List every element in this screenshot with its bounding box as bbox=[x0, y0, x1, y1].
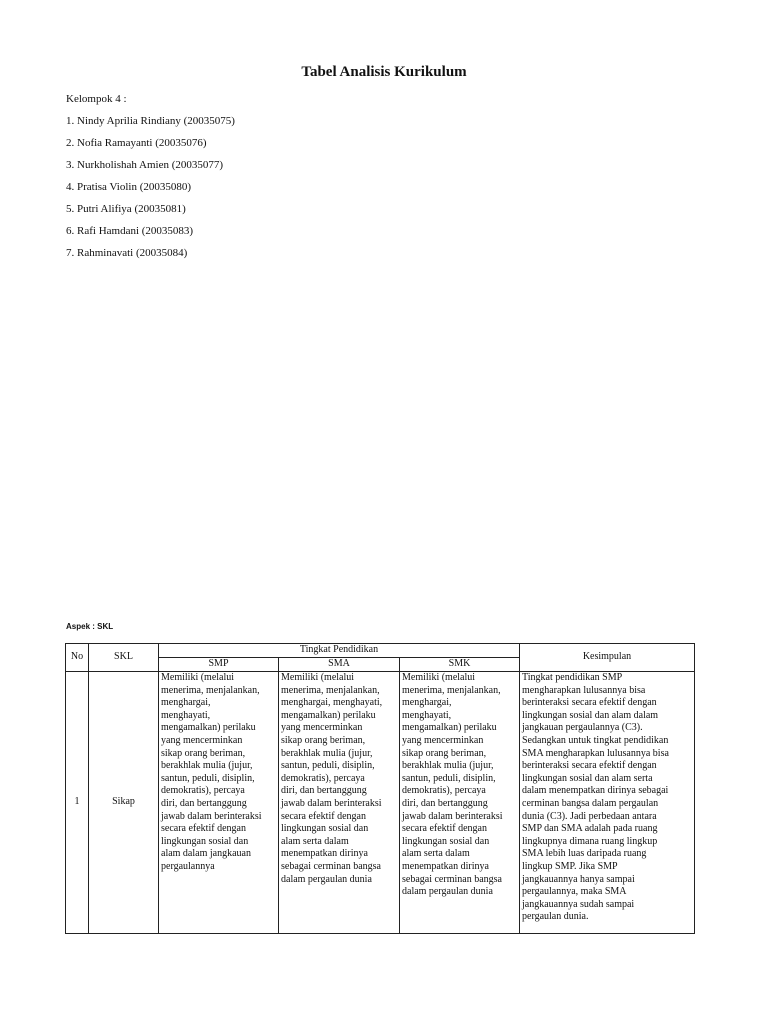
header-skl: SKL bbox=[89, 644, 159, 672]
member-2: 2. Nofia Ramayanti (20035076) bbox=[66, 137, 207, 149]
cell-sma: Memiliki (melalui menerima, menjalankan, menghargai, menghayati, mengamalkan) perilaku yang mencerminkan sikap orang beriman, berakhlak mulia (jujur, santun, peduli, disiplin, demokratis), percaya diri, dan bertanggung jawab dalam berinteraksi secara efektif dengan lingkungan sosial dan alam serta dalam menempatkan dirinya sebagai cerminan bangsa dalam pergaulan dunia bbox=[279, 672, 400, 934]
group-info bbox=[66, 92, 235, 268]
aspek-label: Aspek : SKL bbox=[66, 622, 114, 631]
header-kesimpulan: Kesimpulan bbox=[520, 644, 695, 672]
analysis-table bbox=[65, 643, 695, 934]
cell-smp: Memiliki (melalui menerima, menjalankan, menghargai, menghayati, mengamalkan) perilaku yang mencerminkan sikap orang beriman, berakhlak mulia (jujur, santun, peduli, disiplin, demokratis), percaya diri, dan bertanggung jawab dalam berinteraksi secara efektif dengan lingkungan sosial dan alam dalam jangkauan pergaulannya bbox=[159, 672, 279, 934]
member-7: 7. Rahminavati (20035084) bbox=[66, 247, 188, 259]
cell-no: 1 bbox=[66, 672, 89, 934]
header-tingkat-pendidikan: Tingkat Pendidikan bbox=[159, 644, 520, 658]
header-smk: SMK bbox=[400, 658, 520, 672]
cell-smk: Memiliki (melalui menerima, menjalankan, menghargai, menghayati, mengamalkan) perilaku yang mencerminkan sikap orang beriman, berakhlak mulia (jujur, santun, peduli, disiplin, demokratis), percaya diri, dan bertanggung jawab dalam berinteraksi secara efektif dengan lingkungan sosial dan alam serta dalam menempatkan dirinya sebagai cerminan bangsa dalam pergaulan dunia bbox=[400, 672, 520, 934]
member-1: 1. Nindy Aprilia Rindiany (20035075) bbox=[66, 115, 235, 127]
page-title: Tabel Analisis Kurikulum bbox=[301, 64, 467, 80]
header-smp: SMP bbox=[159, 658, 279, 672]
header-sma: SMA bbox=[279, 658, 400, 672]
member-5: 5. Putri Alifiya (20035081) bbox=[66, 203, 186, 215]
member-3: 3. Nurkholishah Amien (20035077) bbox=[66, 159, 224, 171]
group-label: Kelompok 4 : bbox=[66, 93, 127, 105]
cell-kesimpulan: Tingkat pendidikan SMP mengharapkan lulusannya bisa berinteraksi secara efektif dengan lingkungan sosial dan alam dalam jangkauan pergaulannya (C3). Sedangkan untuk tingkat pendidikan SMA mengharapkan lulusannya bisa berinteraksi secara efektif dengan lingkungan sosial dan alam serta dalam menempatkan dirinya sebagai cerminan bangsa dalam pergaulan dunia (C3). Jadi perbedaan antara SMP dan SMA adalah pada ruang lingkupnya dimana ruang lingkup SMA lebih luas daripada ruang lingkup SMP. Jika SMP jangkauannya hanya sampai pergaulannya, maka SMA jangkauannya sudah sampai pergaulan dunia. bbox=[520, 672, 695, 934]
cell-skl: Sikap bbox=[89, 672, 159, 934]
table-header-row bbox=[66, 644, 695, 658]
member-6: 6. Rafi Hamdani (20035083) bbox=[66, 225, 194, 237]
header-no: No bbox=[66, 644, 89, 672]
member-4: 4. Pratisa Violin (20035080) bbox=[66, 181, 192, 193]
table-row bbox=[66, 672, 695, 934]
